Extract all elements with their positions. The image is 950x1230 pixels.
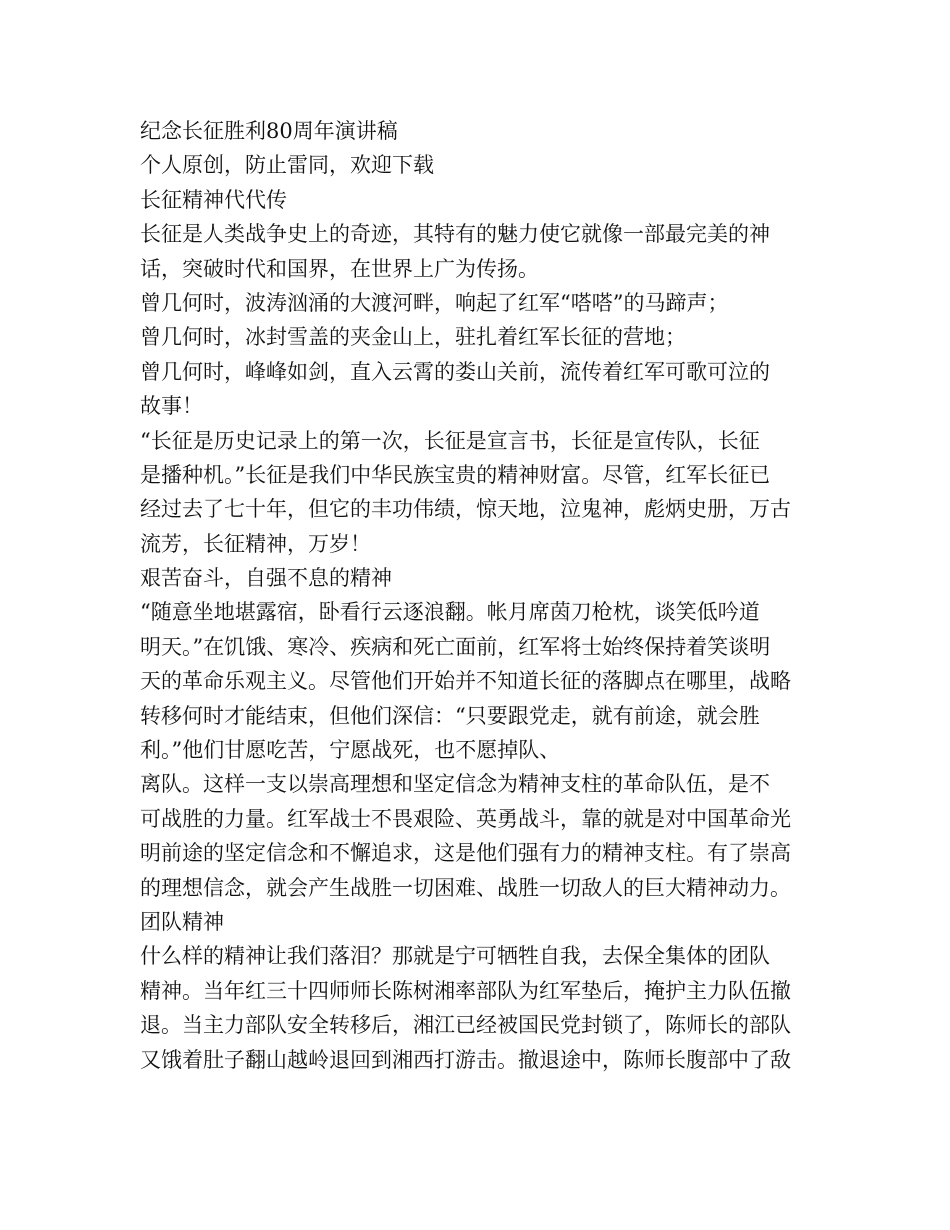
text-line: “随意坐地堪露宿，卧看行云逐浪翻。帐月席茵刀枪枕，谈笑低吟道 xyxy=(140,600,760,625)
text-line: 可战胜的力量。红军战士不畏艰险、英勇战斗，靠的就是对中国革命光 xyxy=(140,806,791,831)
text-line: 经过去了七十年，但它的丰功伟绩，惊天地，泣鬼神，彪炳史册，万古 xyxy=(140,497,791,522)
section-heading-main: 长征精神代代传 xyxy=(140,187,287,212)
text-line: 离队。这样一支以崇高理想和坚定信念为精神支柱的革命队伍，是不 xyxy=(140,772,770,797)
text-line: 利。”他们甘愿吃苦，宁愿战死，也不愿掉队、 xyxy=(140,738,561,763)
text-line: 曾几何时，冰封雪盖的夹金山上，驻扎着红军长征的营地； xyxy=(140,325,686,350)
text-line: 转移何时才能结束，但他们深信：“只要跟党走，就有前途，就会胜 xyxy=(140,703,760,728)
section-heading-team: 团队精神 xyxy=(140,909,224,934)
text-line: 是播种机。”长征是我们中华民族宝贵的精神财富。尽管，红军长征已 xyxy=(140,462,771,487)
text-line: 天的革命乐观主义。尽管他们开始并不知道长征的落脚点在哪里，战略 xyxy=(140,669,791,694)
text-line: 曾几何时，波涛汹涌的大渡河畔，响起了红军“嗒嗒”的马蹄声； xyxy=(140,290,729,315)
text-line: 什么样的精神让我们落泪？那就是宁可牺牲自我，去保全集体的团队 xyxy=(140,944,770,969)
speech-title: 纪念长征胜利80周年演讲稿 xyxy=(140,119,398,143)
text-line: 长征是人类战争史上的奇迹，其特有的魅力使它就像一部最完美的神 xyxy=(140,222,770,247)
text-line: 曾几何时，峰峰如剑，直入云霄的娄山关前，流传着红军可歌可泣的 xyxy=(140,359,770,384)
author-note: 个人原创，防止雷同，欢迎下载 xyxy=(140,153,434,178)
text-line: 明前途的坚定信念和不懈追求，这是他们强有力的精神支柱。有了崇高 xyxy=(140,841,791,866)
speech-text-body xyxy=(140,114,816,1077)
text-line: 精神。当年红三十四师师长陈树湘率部队为红军垫后，掩护主力队伍撤 xyxy=(140,978,791,1003)
text-line: 又饿着肚子翻山越岭退回到湘西打游击。撤退途中，陈师长腹部中了敌 xyxy=(140,1047,791,1072)
text-line: 退。当主力部队安全转移后，湘江已经被国民党封锁了，陈师长的部队 xyxy=(140,1013,791,1038)
text-line: 流芳，长征精神，万岁！ xyxy=(140,531,371,556)
text-line: 明天。”在饥饿、寒冷、疾病和死亡面前，红军将士始终保持着笑谈明 xyxy=(140,634,771,659)
section-heading-hardship: 艰苦奋斗，自强不息的精神 xyxy=(140,566,392,591)
text-line: 故事！ xyxy=(140,394,203,419)
text-line: 的理想信念，就会产生战胜一切困难、战胜一切敌人的巨大精神动力。 xyxy=(140,875,791,900)
text-line: 话，突破时代和国界，在世界上广为传扬。 xyxy=(140,256,539,281)
text-line: “长征是历史记录上的第一次，长征是宣言书，长征是宣传队，长征 xyxy=(140,428,760,453)
